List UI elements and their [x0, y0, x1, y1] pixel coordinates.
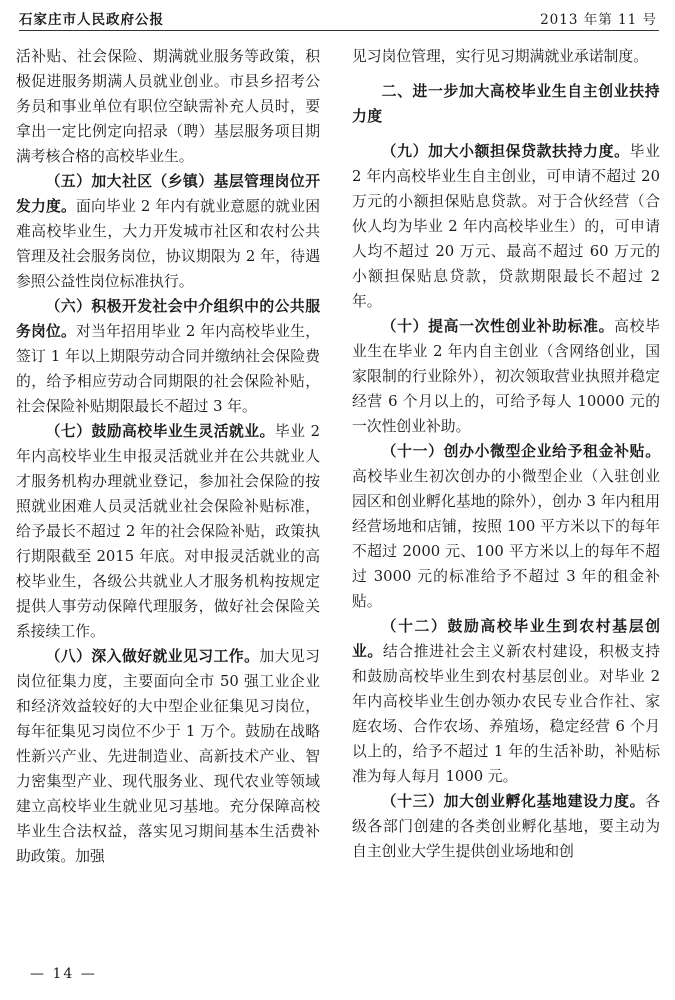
- item-lead: （七）鼓励高校毕业生灵活就业。: [45, 423, 275, 440]
- paragraph: [352, 139, 660, 314]
- paragraph: 见习岗位管理，实行见习期满就业承诺制度。: [352, 48, 648, 65]
- item-lead: （十）提高一次性创业补助标准。: [381, 318, 615, 335]
- item-lead: （六）积极开发社会中介组织中的公共服务岗位。: [16, 298, 320, 340]
- item-text: 对当年招用毕业 2 年内高校毕业生，签订 1 年以上期限劳动合同并缴纳社会保险费的，给予相应劳动合同期限的社会保险补贴，社会保险补贴期限最长不超过 3 年。: [16, 323, 320, 415]
- item-lead: （九）加大小额担保贷款扶持力度。: [381, 143, 630, 160]
- paragraph: [352, 789, 660, 864]
- right-column: [352, 44, 660, 864]
- paragraph: [16, 294, 320, 419]
- section-heading: 二、进一步加大高校毕业生自主创业扶持力度: [352, 83, 660, 125]
- item-text: 毕业 2 年内高校毕业生申报灵活就业并在公共就业人才服务机构办理就业登记，参加社会保险的按照就业困难人员灵活就业社会保险补贴标准，给予最长不超过 2 年的社会保险补贴，政策执行期限截至 2015 年底。对申报灵活就业的高校毕业生，各级公共就业人才服务机构按规定提供人事劳动保障代理服务，做好社会保险关系接续工作。: [16, 423, 320, 640]
- paragraph: [352, 439, 660, 614]
- item-lead: （十二）鼓励高校毕业生到农村基层创业。: [352, 618, 660, 660]
- item-lead: （十一）创办小微型企业给予租金补贴。: [381, 443, 660, 460]
- paragraph: [16, 169, 320, 294]
- item-text: 毕业 2 年内高校毕业生自主创业，可申请不超过 20 万元的小额担保贴息贷款。对于合伙经营（合伙人均为毕业 2 年内高校毕业生）的，可申请人均不超过 20 万元、最高不超过 60 万元的小额担保贴息贷款，贷款期限最长不超过 2 年。: [352, 143, 660, 310]
- page-number: — 14 —: [30, 966, 97, 982]
- item-text: 面向毕业 2 年内有就业意愿的就业困难高校毕业生，大力开发城市社区和农村公共管理及社会服务岗位，协议期限为 2 年，待遇参照公益性岗位标准执行。: [16, 198, 320, 290]
- item-text: 加大见习岗位征集力度，主要面向全市 50 强工业企业和经济效益较好的大中型企业征集见习岗位，每年征集见习岗位不少于 1 万个。鼓励在战略性新兴产业、先进制造业、高新技术产业、智力密集型产业、现代服务业、现代农业等领域建立高校毕业生就业见习基地。充分保障高校毕业生合法权益，落实见习期间基本生活费补助政策。加强: [16, 648, 320, 865]
- publication-title: 石家庄市人民政府公报: [19, 12, 164, 28]
- item-text: 高校毕业生在毕业 2 年内自主创业（含网络创业，国家限制的行业除外），初次领取营业执照并稳定经营 6 个月以上的，可给予每人 10000 元的一次性创业补助。: [352, 318, 660, 435]
- item-text: 结合推进社会主义新农村建设，积极支持和鼓励高校毕业生到农村基层创业。对毕业 2 年内高校毕业生创办领办农民专业合作社、家庭农场、合作农场、养殖场，稳定经营 6 个月以上的，给予不超过 1 年的生活补助，补贴标准为每人每月 1000 元。: [352, 643, 660, 785]
- left-column: [16, 44, 320, 869]
- item-text: 各级各部门创建的各类创业孵化基地，要主动为自主创业大学生提供创业场地和创: [352, 793, 660, 860]
- paragraph: [352, 614, 660, 789]
- paragraph: 活补贴、社会保险、期满就业服务等政策，积极促进服务期满人员就业创业。市县乡招考公务员和事业单位有职位空缺需补充人员时，要拿出一定比例定向招录（聘）基层服务项目期满考核合格的高校毕业生。: [16, 48, 320, 165]
- item-lead: （五）加大社区（乡镇）基层管理岗位开发力度。: [16, 173, 320, 215]
- paragraph: [16, 644, 320, 869]
- paragraph: [352, 314, 660, 439]
- header-rule: [19, 30, 659, 31]
- page-header: [19, 6, 659, 28]
- item-lead: （十三）加大创业孵化基地建设力度。: [381, 793, 646, 810]
- item-text: 高校毕业生初次创办的小微型企业（入驻创业园区和创业孵化基地的除外），创办 3 年内租用经营场地和店铺，按照 100 平方米以下的每年不超过 2000 元、100 平方米以上的每年不超过 3000 元的标准给予不超过 3 年的租金补贴。: [352, 468, 660, 610]
- paragraph: [16, 419, 320, 644]
- item-lead: （八）深入做好就业见习工作。: [45, 648, 260, 665]
- issue-number: 2013 年第 11 号: [540, 12, 657, 28]
